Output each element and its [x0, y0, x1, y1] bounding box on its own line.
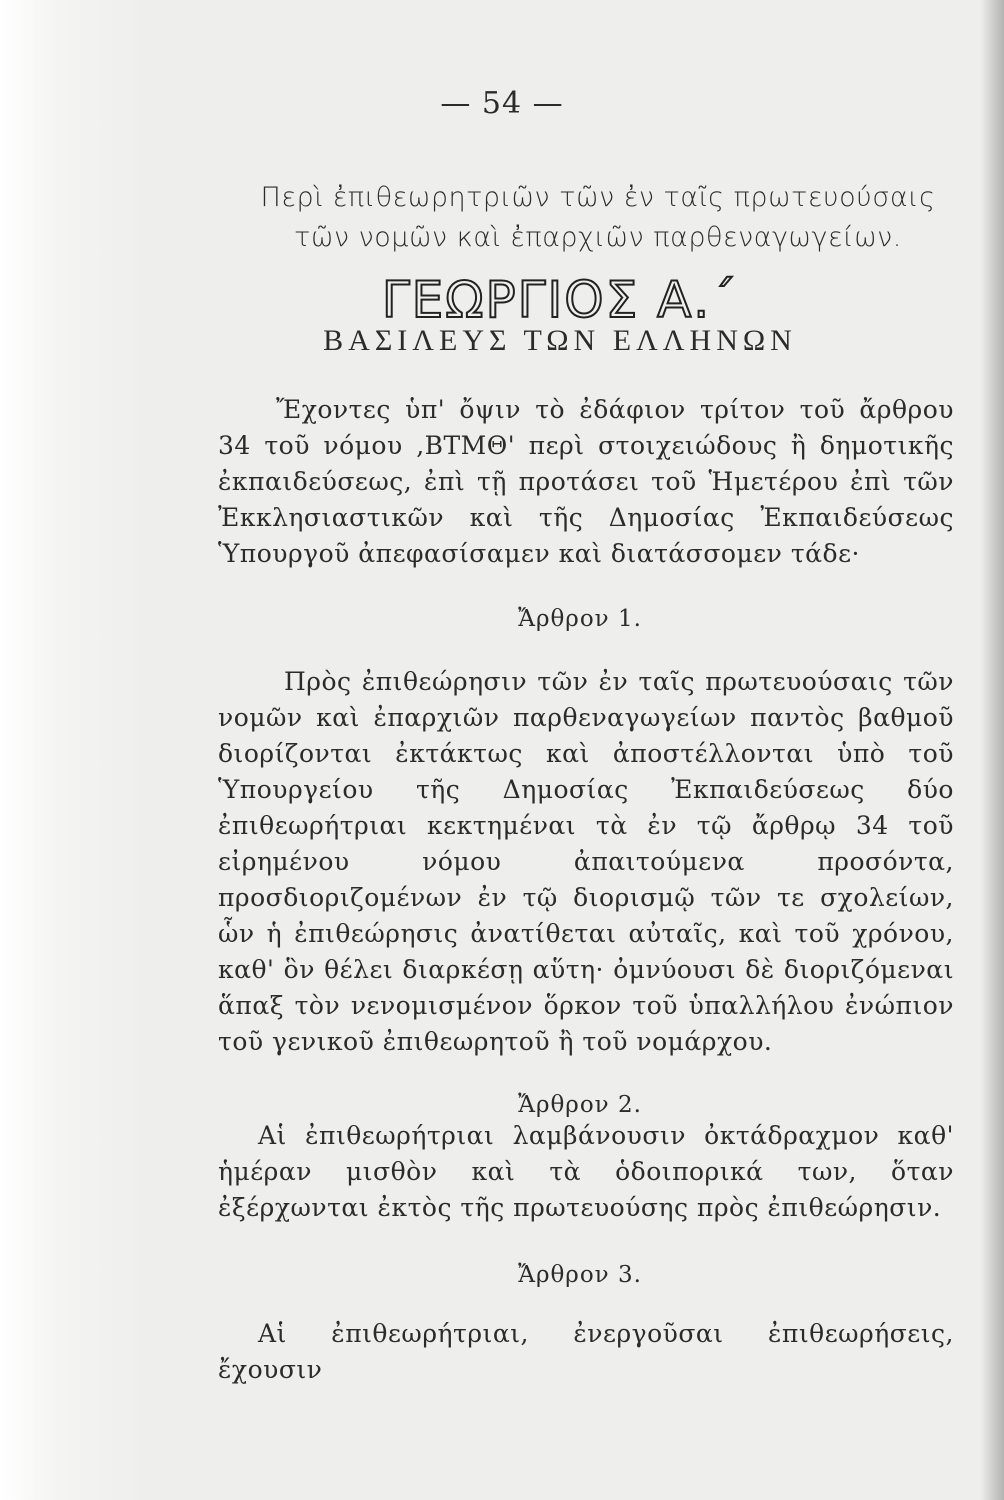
article-1-text: Πρὸς ἐπιθεώρησιν τῶν ἐν ταῖς πρωτευούσαις τῶν νομῶν καὶ ἐπαρχιῶν παρθεναγωγείων παντὸς βαθμοῦ διορίζονται ἐκτάκτως καὶ ἀποστέλλονται ὑπὸ τοῦ Ὑπουργείου τῆς Δημοσίας Ἐκπαιδεύσεως δύο ἐπιθεωρήτριαι κεκτημέναι τὰ ἐν τῷ ἄρθρῳ 34 τοῦ εἰρημένου νόμου ἀπαιτούμενα προσόντα, προσδιοριζομένων ἐν τῷ διορισμῷ τῶν τε σχολείων, ὧν ἡ ἐπιθεώρησις ἀνατίθεται αὐταῖς, καὶ τοῦ χρόνου, καθ' ὃν θέλει διαρκέσῃ αὕτη· ὀμνύουσι δὲ διοριζόμεναι ἅπαξ τὸν νενομισμένον ὅρκον τοῦ ὑπαλλήλου ἐνώπιον τοῦ γενικοῦ ἐπιθεωρητοῦ ἢ τοῦ νομάρχου. — [218, 667, 954, 1056]
article-3-heading: Ἄρθρον 3. — [518, 1262, 642, 1288]
article-2-heading: Ἄρθρον 2. — [518, 1092, 642, 1118]
king-name-heading: ΓΕΩΡΓΙΟΣ Α.΄ — [381, 271, 739, 329]
page-number: — 54 — — [440, 86, 564, 121]
document-title: Περὶ ἐπιθεωρητριῶν τῶν ἐν ταῖς πρωτευούσαις τῶν νομῶν καὶ ἐπαρχιῶν παρθεναγωγείων. — [260, 182, 936, 253]
article-1-heading: Ἄρθρον 1. — [518, 606, 642, 632]
preamble-paragraph: Ἔχοντες ὑπ' ὄψιν τὸ ἐδάφιον τρίτον τοῦ ἄρθρου 34 τοῦ νόμου ,ΒΤΜΘ' περὶ στοιχειώδους ἢ δημοτικῆς ἐκπαιδεύσεως, ἐπὶ τῇ προτάσει τοῦ Ἡμετέρου ἐπὶ τῶν Ἐκκλησιαστικῶν καὶ τῆς Δημοσίας Ἐκπαιδεύσεως Ὑπουργοῦ ἀπεφασίσαμεν καὶ διατάσσομεν τάδε· — [218, 395, 954, 568]
article-2-text: Αἱ ἐπιθεωρήτριαι λαμβάνουσιν ὀκτάδραχμον καθ' ἡμέραν μισθὸν καὶ τὰ ὁδοιπορικά των, ὅταν ἐξέρχωνται ἐκτὸς τῆς πρωτευούσης πρὸς ἐπιθεώρησιν. — [218, 1121, 954, 1222]
article-3-text: Αἱ ἐπιθεωρήτριαι, ἐνεργοῦσαι ἐπιθεωρήσεις, ἔχουσιν — [218, 1319, 954, 1384]
royal-title-subheading: ΒΑΣΙΛΕΥΣ ΤΩΝ ΕΛΛΗΝΩΝ — [323, 324, 797, 357]
